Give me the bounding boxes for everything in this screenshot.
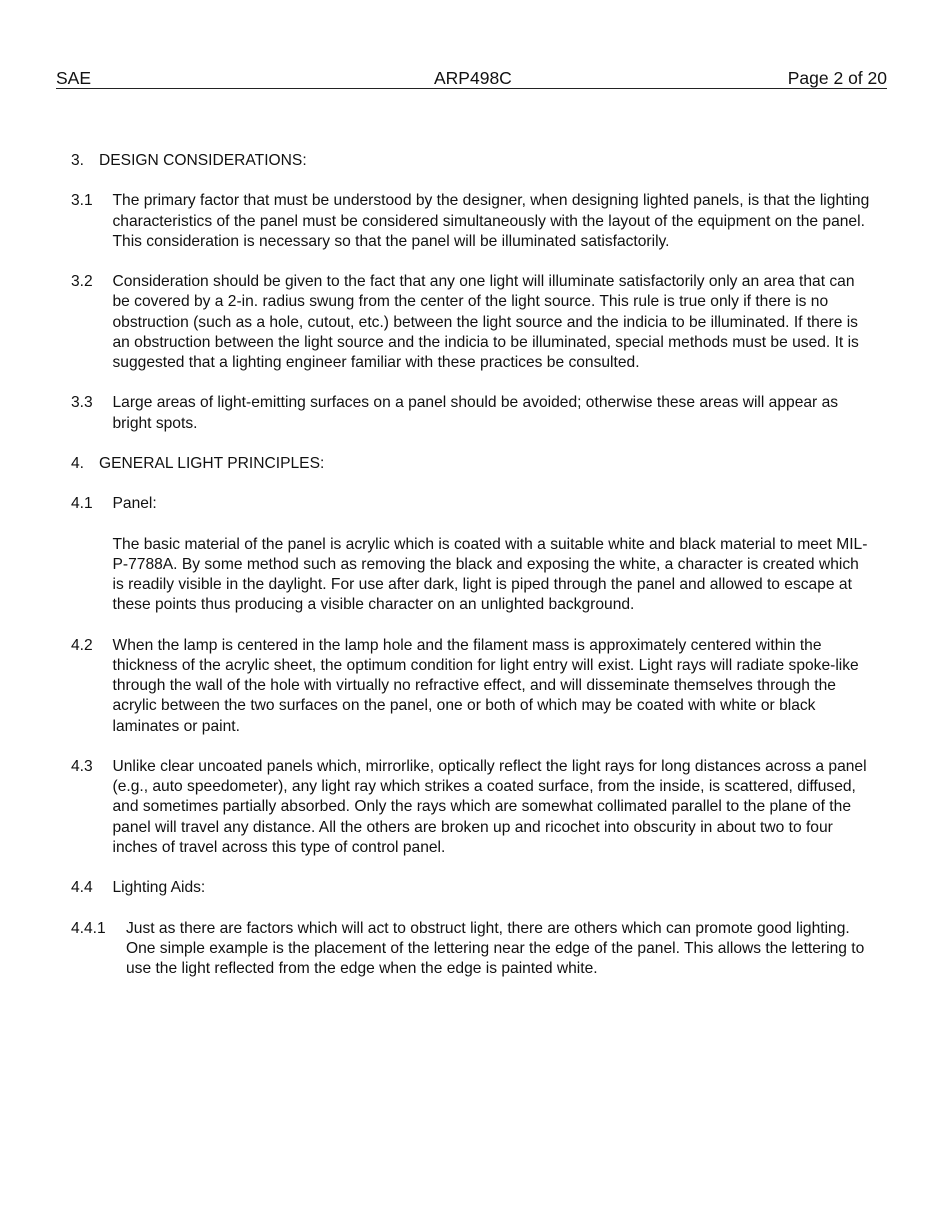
paragraph-text: Just as there are factors which will act to obstruct light, there are others which can promote good lighting. One simple example is the placement of the lettering near the edge of the panel. This allows the lettering to use the light reflected from the edge when the edge is painted white. [126,919,865,977]
paragraph-3-1 [71,191,871,252]
paragraph-text: Large areas of light-emitting surfaces on a panel should be avoided; otherwise these areas will appear as bright spots. [112,394,839,432]
page-header [56,68,887,89]
paragraph-number: 4.2 [71,636,93,654]
paragraph-number: 4.3 [71,757,93,775]
paragraph-3-3 [71,393,871,433]
paragraph-text: Consideration should be given to the fact that any one light will illuminate satisfactorily only an area that can be covered by a 2-in. radius swung from the center of the light source. This rule is true only if there is no obstruction (such as a hole, cutout, etc.) between the light source and the indicia to be illuminated. If there is an obstruction between the light source and the indicia to be illuminated, special methods must be used. It is suggested that a lighting engineer familiar with these practices be consulted. [112,273,859,371]
subsection-heading-4-4 [71,878,871,898]
header-page-number: Page 2 of 20 [787,68,887,88]
paragraph-number: 4.1 [71,495,93,513]
paragraph-text: When the lamp is centered in the lamp hole and the filament mass is approximately centered within the thickness of the acrylic sheet, the optimum condition for light entry will exist. Light rays will radiate spoke-like through the wall of the hole with virtually no refractive effect, and will disseminate themselves through the acrylic between the two surfaces on the panel, one or both of which may be coated with white or black laminates or paint. [112,636,859,735]
section-title: GENERAL LIGHT PRINCIPLES: [99,454,325,472]
paragraph-number: 4.4.1 [71,919,106,937]
paragraph-text: The primary factor that must be understood by the designer, when designing lighted panels, is that the lighting characteristics of the panel must be considered simultaneously with the layout of the equipment on the panel. This consideration is necessary so that the panel will be illuminated satisfactorily. [112,192,870,250]
paragraph-4-1-body: The basic material of the panel is acrylic which is coated with a suitable white and black material to meet MIL-P-7788A. By some method such as removing the black and exposing the white, a character is created which is readily visible in the daylight. For use after dark, light is piped through the panel and allowed to escape at these points thus producing a visible character on an unlighted background. [112,535,868,614]
paragraph-number: 4.4 [71,879,93,897]
subsection-heading-4-1 [71,494,871,514]
paragraph-number: 3.1 [71,192,93,210]
header-document-number: ARP498C [434,68,512,88]
document-body [71,151,871,999]
paragraph-4-4-1 [71,919,871,980]
subsection-title: Panel: [112,495,157,513]
header-organization: SAE [56,68,92,88]
section-number: 3. [71,152,85,169]
subsection-title: Lighting Aids: [112,879,206,897]
paragraph-number: 3.2 [71,273,93,291]
paragraph-4-2 [71,636,871,737]
paragraph-3-2 [71,272,871,373]
section-title: DESIGN CONSIDERATIONS: [99,152,307,169]
section-heading-4 [71,454,871,474]
section-number: 4. [71,454,85,472]
paragraph-number: 3.3 [71,394,93,412]
paragraph-text: Unlike clear uncoated panels which, mirrorlike, optically reflect the light rays for long distances across a panel (e.g., auto speedometer), any light ray which strikes a coated surface, from the inside, is scattered, diffused, and sometimes partially absorbed. Only the rays which are somewhat collimated parallel to the plane of the panel will travel any distance. All the others are broken up and ricochet into obscurity in about two to four inches of travel across this type of control panel. [112,757,867,856]
paragraph-4-3 [71,757,871,858]
section-heading-3 [71,151,871,171]
